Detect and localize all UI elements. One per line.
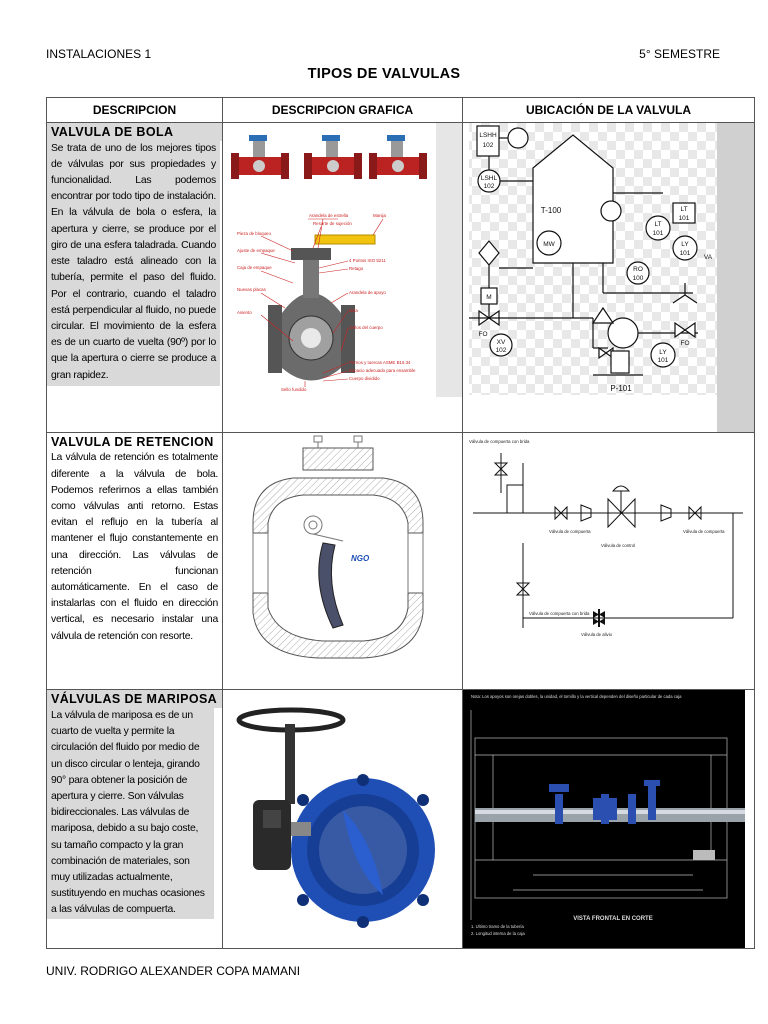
pid-label: Válvula de control (601, 542, 636, 548)
pid-tag: 101 (652, 230, 664, 238)
butterfly-valve-description (47, 690, 223, 949)
butterfly-valve-image (223, 690, 463, 949)
pid-tag: LSHL (480, 175, 498, 183)
pid-pump-tag: P-101 (610, 384, 632, 394)
header-semester: 5° SEMESTRE (639, 47, 720, 61)
ball-label: Sellos del cuerpo (349, 325, 383, 331)
valves-table (46, 97, 755, 949)
pid-label: Válvula de compuerta con brida (529, 610, 590, 616)
plan-caption: VISTA FRONTAL EN CORTE (573, 916, 653, 923)
valve-text: La válvula de mariposa es de un cuarto de vuelta y permite la circulación del fluido por medio de un disco circular o lenteja, girando 90° para obtener la posición de apertura y cierre. Son válvulas bidireccionales. Las válvulas de mariposa, debido a su bajo coste, su tamaño compacto y la gran combinación de materiales, son muy utilizadas actualmente, sustituyendo en muchas ocasiones a las válvulas de compuerta. (47, 708, 214, 919)
butterfly-valve-location (463, 690, 755, 949)
pid-label: Válvula de alivio (581, 631, 613, 637)
pid-tag: 101 (679, 250, 691, 258)
ball-valve-image (223, 123, 463, 433)
pid-tag: 101 (678, 215, 690, 223)
header-ubicacion: UBICACIÓN DE LA VALVULA (463, 98, 755, 123)
plan-note-bottom-2: 2. Longitud interna de la caja (471, 931, 525, 937)
ball-label: Resorte de sujeción (313, 221, 352, 227)
check-valve-description (47, 432, 223, 690)
pid-tag: 100 (632, 275, 644, 283)
pid-diagram-tank (463, 123, 755, 432)
ball-label: Ajuste de empaque (237, 248, 275, 254)
pid-tag: MW (543, 241, 555, 249)
pid-tag: LT (680, 206, 688, 214)
table-row (47, 123, 755, 433)
pid-label: Válvula de compuerta (549, 528, 591, 534)
table-row (47, 690, 755, 949)
brand-mark: NGO (351, 553, 370, 563)
pid-tag: LY (681, 241, 689, 249)
ball-label: Nuevas placas (237, 287, 266, 293)
pid-tag: XV (496, 339, 506, 347)
valve-text: La válvula de retención es totalmente diferente a la válvula de bola. Podemos referirnos a ellas también como válvulas anti retorno. Estas evitan el reflujo en la tubería al mantener el flujo constantemente en una dirección. Las válvulas de retención funcionan automáticamente. En el caso de instalarlas con el fluido en dirección vertical, es necesario instalar una válvula de retención con resorte. (51, 452, 218, 642)
page-title: TIPOS DE VALVULAS (307, 66, 461, 82)
butterfly-valve-illustration (223, 690, 463, 948)
table-row (47, 432, 755, 690)
ball-valve-location (463, 123, 755, 433)
ball-label: Arandela de apoyo (349, 290, 386, 296)
ball-label: Cuerpo dividido (349, 376, 380, 382)
check-valve-location (463, 432, 755, 690)
ball-label: Bola (349, 308, 358, 314)
ball-label: Manija (373, 213, 386, 219)
pid-tag: 102 (483, 183, 495, 191)
footer-author: UNIV. RODRIGO ALEXANDER COPA MAMANI (46, 964, 301, 978)
pid-label: Válvula de compuerta con brida (469, 438, 530, 444)
pid-tank-tag: T-100 (540, 206, 562, 216)
ball-label: 4 Puntos ISO 5211 (349, 258, 386, 264)
check-valve-drawing (223, 433, 463, 690)
ball-label: Espacio adecuado para ensamble (349, 368, 416, 374)
pid-tag: 102 (482, 142, 494, 150)
table-header-row (47, 98, 755, 123)
check-valve-image (223, 432, 463, 690)
pid-tag: LY (659, 349, 667, 357)
pid-tag: FO (680, 340, 690, 348)
header-descripcion: DESCRIPCION (47, 98, 223, 123)
valve-text: Se trata de uno de los mejores tipos de válvulas por sus propiedades y funcionalidad. Las podemos encontrar por todo tipo de instalación. En la válvula de bola o esfera, la apertura y cierre, se produce por el giro de una esfera taladrada. Cuando este taladro está alineado con la tubería, permite el paso del fluido. Por el contrario, cuando el taladro está perpendicular al fluido, no puede circular. El movimiento de la esfera es de un cuarto de vuelta (90º) por lo que la apertura o cierre se produce a gran rapidez. (47, 141, 220, 386)
ball-label: Sello fundido (281, 387, 307, 393)
valve-name: VÁLVULAS DE MARIPOSA (47, 690, 222, 708)
pid-diagram-check (463, 433, 755, 690)
pid-tag: 102 (495, 347, 507, 355)
pid-tag: LSHH (479, 132, 497, 140)
pid-tag: LT (654, 221, 662, 229)
header-course: INSTALACIONES 1 (46, 47, 152, 61)
ball-valve-description (47, 123, 223, 433)
ball-valve-illustration (223, 123, 463, 432)
ball-label: Pernos y tuercas ASME B16.34 (349, 360, 411, 366)
valve-name: VALVULA DE RETENCION (51, 434, 214, 449)
ball-label: Retago (349, 266, 364, 272)
pid-tag: 101 (657, 357, 669, 365)
ball-label: Arandela de estrella (309, 213, 349, 219)
valve-name: VALVULA DE BOLA (47, 123, 222, 141)
pid-tag: M (486, 294, 492, 302)
plan-note-bottom-1: 1. Ultimo tramo de la tubería (471, 924, 524, 930)
header-descripcion-grafica: DESCRIPCION GRAFICA (223, 98, 463, 123)
pid-tag: RO (633, 266, 643, 274)
pid-tag: FO (478, 331, 488, 339)
ball-label: Caja de empaque (237, 265, 272, 271)
pid-tag: VA (703, 254, 713, 262)
butterfly-plan-view (463, 690, 755, 948)
ball-label: Asiento (237, 310, 252, 316)
plan-note-top: Nota: Los apoyos son orejas dobles, la unidad, el tornillo y la vertical dependen del diseño particular de cada caja (471, 694, 682, 700)
pid-label: Válvula de compuerta (683, 528, 725, 534)
ball-label: Pieza de bloqueo (237, 231, 271, 237)
